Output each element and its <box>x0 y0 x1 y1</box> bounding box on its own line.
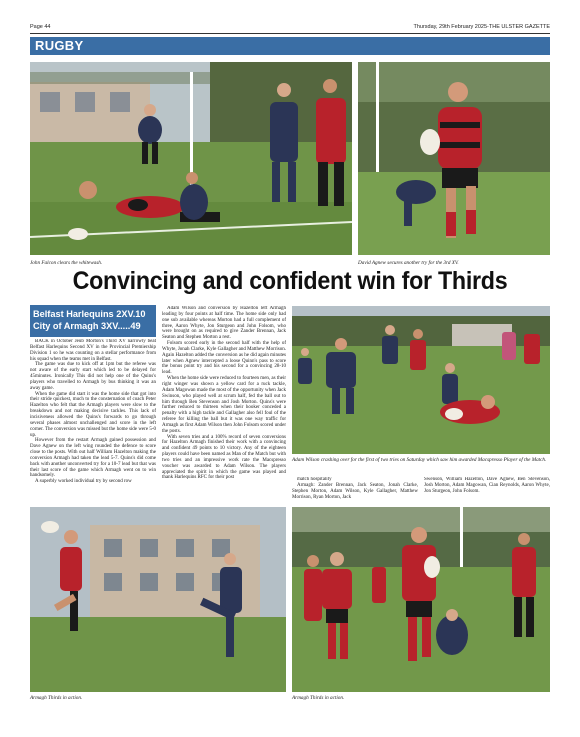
paragraph: Adam Wilson and conversion by Hazelton left Armagh leading by four points at half time. The home side only had one sub available whereas Morton had a full complement of three, Aaron Whyte, Jon Sturgeon and John Folsom, who were brought on as required to give Zander Brennan, Jack Seaton and Stephen Morton a rest. <box>162 306 286 341</box>
section-banner <box>30 37 550 55</box>
paragraph: Swenson, William Hazelton, Dave Agnew, Ben Stevenson, Josh Morton, Adam Magowan, Cian Reynolds, Aaron Whyte, Jon Sturgeon, John Folsom. <box>424 477 550 494</box>
caption-photo1: John Falcon clears the whitewash. <box>30 260 103 266</box>
paragraph: A superbly worked individual try by second row <box>35 479 132 485</box>
photo-adam-wilson <box>292 306 550 454</box>
article-headline: Convincing and confident win for Thirds <box>72 267 508 295</box>
paragraph: The game was due to kick off at 1pm but the referee was not aware of the early start which led to be delayed for 45minutes. Ironically This did not help one of the Quins's players who travelled to Armagh by bus thinking it was an away game. <box>30 362 156 391</box>
caption-photo4: Armagh Thirds in action. <box>30 695 83 701</box>
paragraph: With seven tries and a 100% record of seven conversions for Hazelton Armagh finished their work with a convincing and confident 49 points to 10 victory. Any of the eighteen players could have been named as Man of the Match but with two tries and an impressive work rate the Macspresso voucher was awarded to Adam Wilson. The players appreciated the spirit in which the game was played and thank Harlequins RFC for their post <box>162 434 286 481</box>
paragraph: When the game did start it was the home side that got into their stride quickest, much to the consternation of coach Peter Hazelton who felt that the Armagh players were slow to the breakdown and not making decisive tackles. This lack of incisiveness allowed the Quins's forwards to go through several phases almost unchallenged and score in the left corner. The conversion was missed but the home side were 5-0 up. <box>30 391 156 438</box>
paragraph: Folsom scored early in the second half with the help of Whyte, Jonah Clarke, Kyle Gallagher and Matthew Morrison. Again Hazelton added the conversion as he did again minutes later when Agnew intercepted a loose Quinn's pass to score the bonus point try and his second for a convincing 28-10 lead. <box>162 341 286 376</box>
paragraph: When the home side were reduced to fourteen men, as their right winger was shown a yellow card for a ruck tackle, Adam Magowan made the most of the opportunity when Jack Swinson, who played well at scrum half, fed the ball out to him through Ben Stevenson and Josh Morton. Quins's were further reduced to thirteen when their hooker conceded a penalty with a high tackle and Gallagher also fell foul of the referee for killing the ball but it was one way traffic for Armagh as first Adam Wilson then John Folsom scored under the posts. <box>162 376 286 434</box>
caption-photo3: Adam Wilson crashing over for the first of two tries on Saturday which saw him awarded Macspresso Player of the Match. <box>292 457 547 463</box>
photo-try-scoring <box>30 62 352 255</box>
caption-photo2: David Agnew secures another try for the 3rd XV. <box>358 260 459 266</box>
article-column-2 <box>162 306 286 503</box>
article-column-1 <box>30 339 156 502</box>
score-box <box>30 305 156 337</box>
caption-photo5: Armagh Thirds in action. <box>292 695 345 701</box>
score-away: City of Armagh 3XV.....49 <box>33 320 141 331</box>
photo-thirds-action-1 <box>30 507 286 692</box>
section-title: RUGBY <box>35 38 84 53</box>
article-column-4 <box>424 477 550 503</box>
paragraph: match hospitality <box>297 477 332 482</box>
header-rule <box>30 33 550 34</box>
photo-thirds-action-2 <box>292 507 550 692</box>
photo-agnew-try <box>358 62 550 255</box>
article-column-3 <box>292 477 418 503</box>
publication-date: Thursday, 29th February 2025-THE ULSTER GAZETTE <box>413 24 550 30</box>
paragraph: However from the restart Armagh gained possession and Dave Agnew on the left wing rounded the defence to score close to the posts. With out half William Hazelton making the conversion Armagh had taken the lead 5-7. Quins's did come back with another unconverted try for a 10-7 lead but that was their last score of the game which Armagh went on to win handsomely. <box>30 438 156 479</box>
score-home: Belfast Harlequins 2XV.10 <box>33 309 146 319</box>
paragraph: BACK in October Jeub Morton's Third XV narrowly beat Belfast Harlequins Second XV in the Provincial Premiership Division 1 so he was counting on a stellar performance from his squad when the teams met in Belfast. <box>30 339 156 362</box>
paragraph: Armagh: Zander Brennan, Jack Seaton, Jonah Clarke, Stephen Morton, Adam Wilson, Kyle Gallagher, Matthew Morrison, Ryan Morton, Jack <box>292 482 418 500</box>
page-number: Page 44 <box>30 24 51 30</box>
